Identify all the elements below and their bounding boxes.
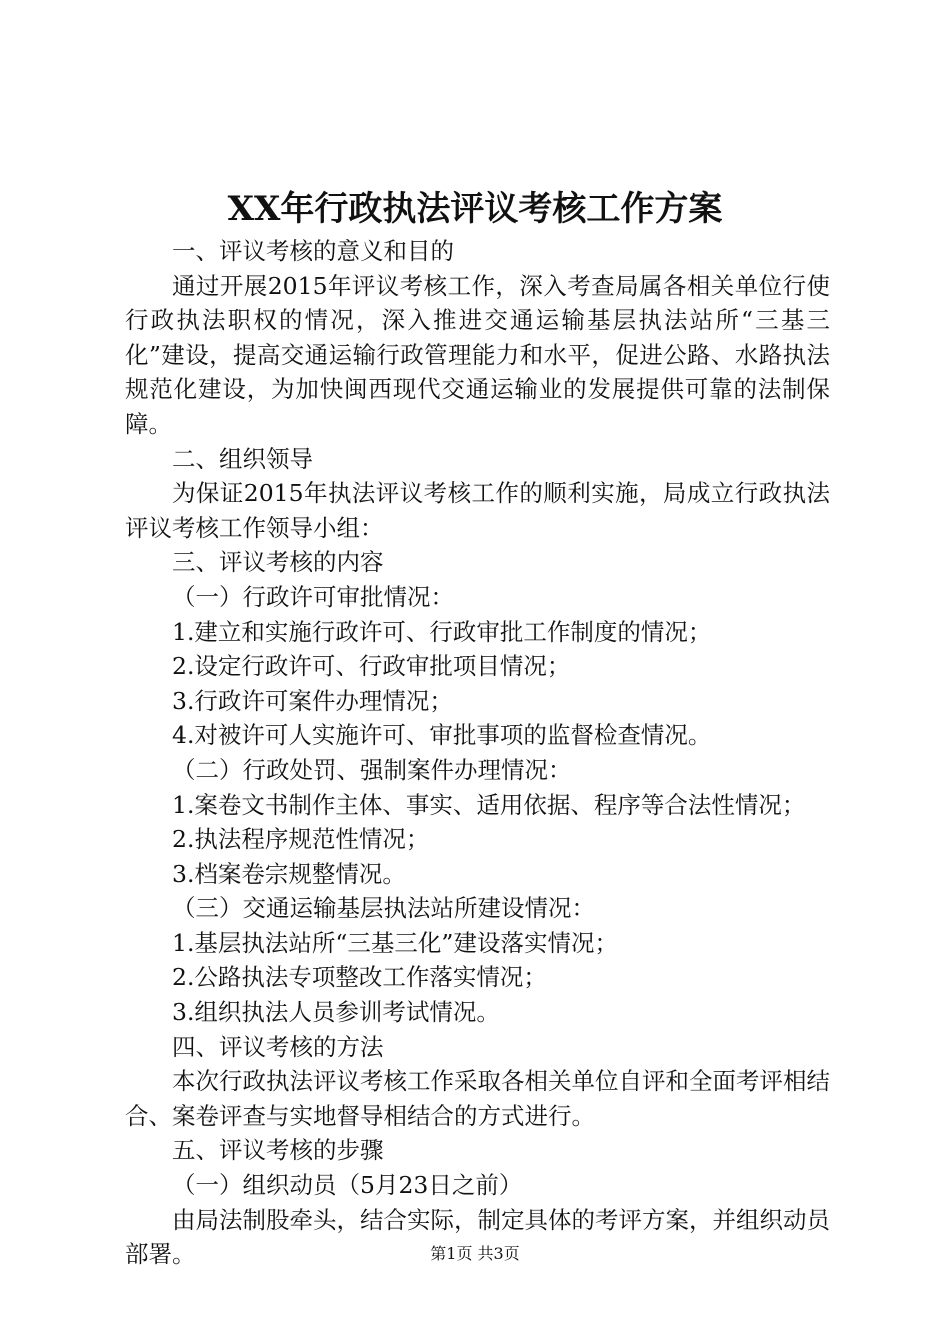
subsection-heading: （一）组织动员（5月23日之前） [172,1171,523,1200]
page-footer: 第1页 共3页 [430,1244,520,1263]
list-item: 3.行政许可案件办理情况； [172,686,453,715]
section-heading-5: 五、评议考核的步骤 [172,1136,384,1165]
paragraph: 本次行政执法评议考核工作采取各相关单位自评和全面考评相结合、案卷评查与实地督导相结合的方式进行。 [125,1067,830,1130]
list-item: 2.设定行政许可、行政审批项目情况； [172,652,571,681]
paragraph: 由局法制股牵头，结合实际，制定具体的考评方案，并组织动员部署。 [125,1205,830,1269]
list-item: 4.对被许可人实施许可、审批事项的监督检查情况。 [172,721,712,750]
document-title: XX年行政执法评议考核工作方案 [227,189,723,229]
section-heading-1: 一、评议考核的意义和目的 [172,237,454,265]
list-item: 1.案卷文书制作主体、事实、适用依据、程序等合法性情况； [172,790,806,819]
subsection-heading: （二）行政处罚、强制案件办理情况： [172,755,572,784]
section-heading-3: 三、评议考核的内容 [172,548,384,577]
list-item: 2.执法程序规范性情况； [172,825,430,854]
list-item: 2.公路执法专项整改工作落实情况； [172,963,547,992]
subsection-heading: （三）交通运输基层执法站所建设情况： [172,894,595,923]
paragraph: 为保证2015年执法评议考核工作的顺利实施，局成立行政执法评议考核工作领导小组： [125,479,830,542]
list-item: 1.建立和实施行政许可、行政审批工作制度的情况； [172,617,712,646]
section-heading-2: 二、组织领导 [172,444,313,473]
paragraph: 通过开展2015年评议考核工作，深入考查局属各相关单位行使行政执法职权的情况，深入推进交通运输基层执法站所“三基三化”建设，提高交通运输行政管理能力和水平，促进公路、水路执法规范化建设，为加快闽西现代交通运输业的发展提供可靠的法制保障。 [125,271,830,438]
section-heading-4: 四、评议考核的方法 [172,1032,384,1061]
list-item: 3.组织执法人员参训考试情况。 [172,998,500,1027]
document-body [125,234,830,1272]
list-item: 3.档案卷宗规整情况。 [172,859,406,888]
list-item: 1.基层执法站所“三基三化”建设落实情况； [172,928,618,957]
subsection-heading: （一）行政许可审批情况： [172,582,454,611]
